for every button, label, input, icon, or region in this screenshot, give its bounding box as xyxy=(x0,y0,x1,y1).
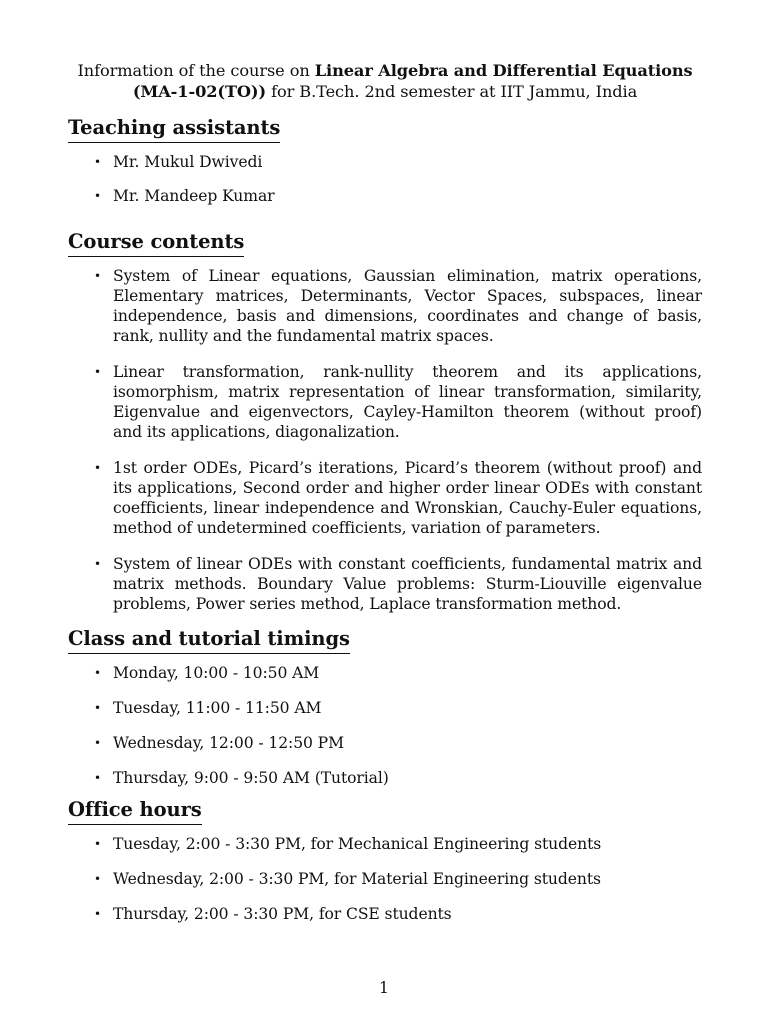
course-contents-heading: Course contents xyxy=(68,230,244,257)
page-number: 1 xyxy=(379,979,389,997)
list-item xyxy=(68,768,702,788)
bullet-icon: • xyxy=(94,872,101,886)
list-item xyxy=(68,663,702,683)
list-item xyxy=(68,904,702,924)
bullet-icon: • xyxy=(94,557,101,571)
ta-name: Mr. Mukul Dwivedi xyxy=(113,153,263,171)
bullet-icon: • xyxy=(94,736,101,750)
timing-text: Tuesday, 11:00 - 11:50 AM xyxy=(113,699,322,717)
list-item xyxy=(68,458,702,538)
document-header xyxy=(68,60,702,102)
timings-section xyxy=(68,627,702,788)
bullet-icon: • xyxy=(94,837,101,851)
bullet-icon: • xyxy=(94,365,101,379)
list-item xyxy=(68,186,702,206)
office-hour-text: Tuesday, 2:00 - 3:30 PM, for Mechanical Engineering students xyxy=(113,835,602,853)
timings-heading: Class and tutorial timings xyxy=(68,627,350,654)
office-hours-heading: Office hours xyxy=(68,798,202,825)
teaching-assistants-section xyxy=(68,116,702,206)
bullet-icon: • xyxy=(94,771,101,785)
bullet-icon: • xyxy=(94,155,101,169)
teaching-assistants-heading: Teaching assistants xyxy=(68,116,280,143)
document-page xyxy=(68,60,702,923)
list-item xyxy=(68,733,702,753)
office-hour-text: Wednesday, 2:00 - 3:30 PM, for Material Engineering students xyxy=(113,870,601,888)
topic-text: System of Linear equations, Gaussian elimination, matrix operations, Elementary matrices, Determinants, Vector Spaces, subspaces, linear independence, basis and dimensions, coordinates and change of basis, rank, nullity and the fundamental matrix spaces. xyxy=(113,267,702,345)
list-item xyxy=(68,869,702,889)
bullet-icon: • xyxy=(94,907,101,921)
timing-text: Wednesday, 12:00 - 12:50 PM xyxy=(113,734,344,752)
office-hours-list xyxy=(68,834,702,924)
bullet-icon: • xyxy=(94,189,101,203)
list-item xyxy=(68,834,702,854)
list-item xyxy=(68,362,702,442)
course-contents-section xyxy=(68,230,702,614)
office-hour-text: Thursday, 2:00 - 3:30 PM, for CSE students xyxy=(113,905,452,923)
bullet-icon: • xyxy=(94,461,101,475)
office-hours-section xyxy=(68,798,702,924)
topic-text: 1st order ODEs, Picard’s iterations, Picard’s theorem (without proof) and its applications, Second order and higher order linear ODEs with constant coefficients, linear independence and Wronskian, Cauchy-Euler equations, method of undetermined coefficients, variation of parameters. xyxy=(113,459,702,537)
header-line-1 xyxy=(68,60,702,81)
timing-text: Monday, 10:00 - 10:50 AM xyxy=(113,664,320,682)
header-program-text: for B.Tech. 2nd semester at IIT Jammu, India xyxy=(266,82,638,101)
topic-text: System of linear ODEs with constant coefficients, fundamental matrix and matrix methods. Boundary Value problems: Sturm-Liouville eigenvalue problems, Power series method, Laplace transformation method. xyxy=(113,555,702,613)
list-item xyxy=(68,698,702,718)
timings-list xyxy=(68,663,702,788)
list-item xyxy=(68,152,702,172)
timing-text: Thursday, 9:00 - 9:50 AM (Tutorial) xyxy=(113,769,389,787)
list-item xyxy=(68,554,702,614)
course-code: (MA-1-02(TO)) xyxy=(132,82,267,101)
bullet-icon: • xyxy=(94,666,101,680)
topic-text: Linear transformation, rank-nullity theorem and its applications, isomorphism, matrix representation of linear transformation, similarity, Eigenvalue and eigenvectors, Cayley-Hamilton theorem (without proof) and its applications, diagonalization. xyxy=(113,363,702,441)
course-title: Linear Algebra and Differential Equations xyxy=(314,61,693,80)
list-item xyxy=(68,266,702,346)
bullet-icon: • xyxy=(94,701,101,715)
header-line-2 xyxy=(68,81,702,102)
teaching-assistants-list xyxy=(68,152,702,206)
ta-name: Mr. Mandeep Kumar xyxy=(113,187,275,205)
header-intro-text: Information of the course on xyxy=(77,61,315,80)
bullet-icon: • xyxy=(94,269,101,283)
course-contents-list xyxy=(68,266,702,614)
